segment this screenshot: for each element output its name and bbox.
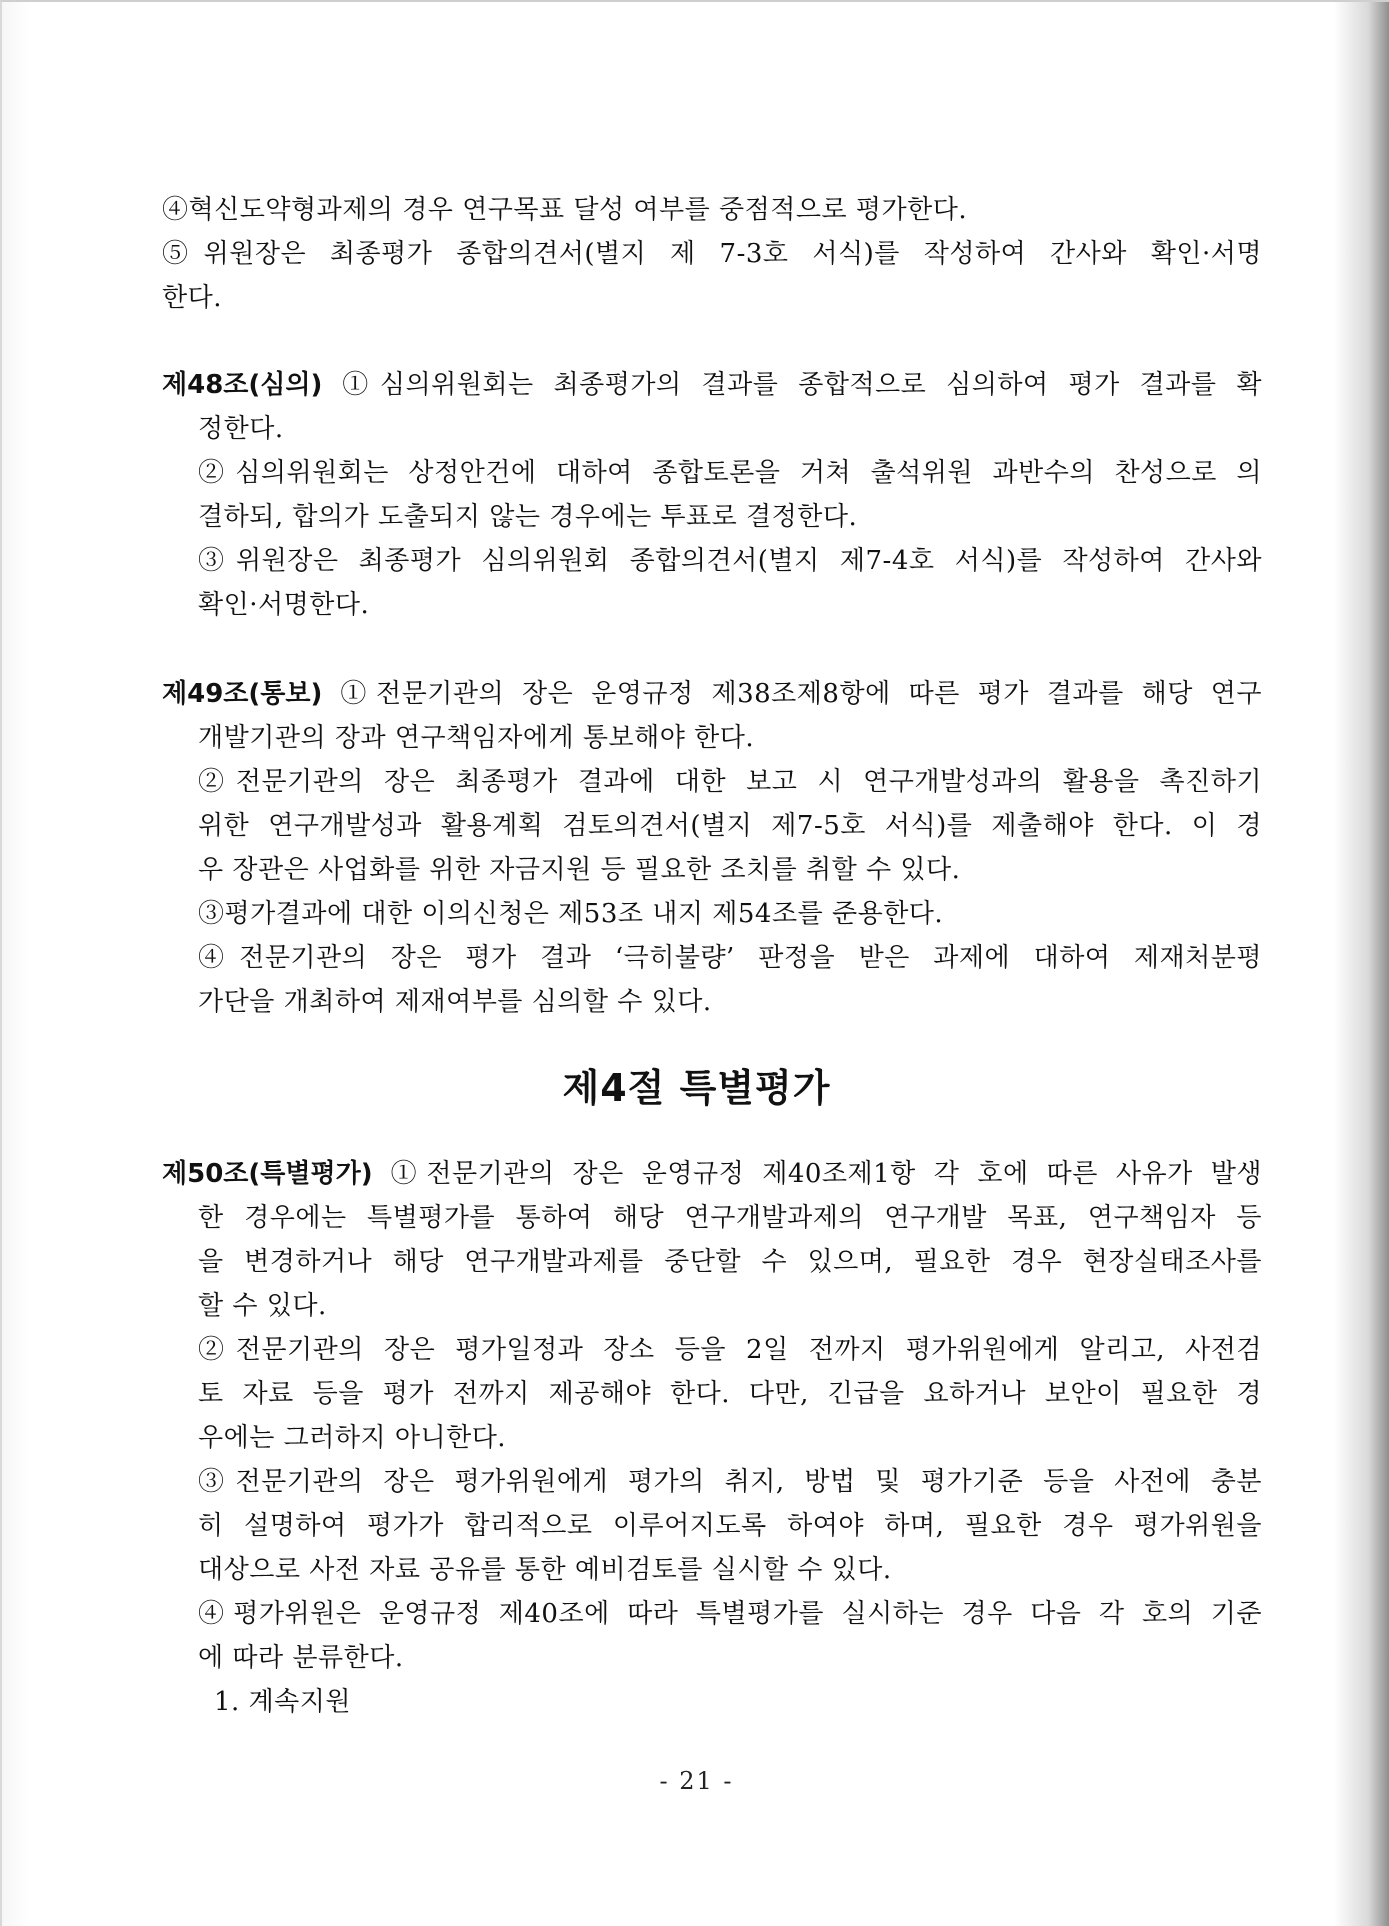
article-48	[162, 363, 1262, 627]
list-item: 1. 계속지원	[214, 1687, 352, 1717]
paragraph-line: 위한 연구개발성과 활용계획 검토의견서(별지 제7-5호 서식)를 제출해야 한다. 이 경	[198, 811, 1262, 841]
paragraph-line: 우 장관은 사업화를 위한 자금지원 등 필요한 조치를 취할 수 있다.	[198, 855, 961, 885]
paragraph-line	[162, 1152, 1262, 1196]
paragraph-line: ④전문기관의 장은 평가 결과 ‘극히불량’ 판정을 받은 과제에 대하여 제재처분평	[198, 943, 1262, 973]
paragraph-line: ③평가결과에 대한 이의신청은 제53조 내지 제54조를 준용한다.	[198, 899, 944, 929]
paragraph-line: 을 변경하거나 해당 연구개발과제를 중단할 수 있으며, 필요한 경우 현장실태조사를	[198, 1247, 1262, 1277]
paragraph-line: 정한다.	[198, 414, 284, 444]
paragraph-line: 에 따라 분류한다.	[198, 1643, 404, 1673]
paragraph-text: ①심의위원회는 최종평가의 결과를 종합적으로 심의하여 평가 결과를 확	[322, 370, 1262, 400]
article-title: 제48조(심의)	[162, 370, 323, 400]
paragraph-line: 할 수 있다.	[198, 1291, 327, 1321]
page-number: - 21 -	[659, 1767, 734, 1795]
section-title: 제4절 특별평가	[562, 1066, 831, 1110]
paragraph-text: ①전문기관의 장은 운영규정 제38조제8항에 따른 평가 결과를 해당 연구	[322, 679, 1262, 709]
paragraph-line	[162, 672, 1262, 716]
paragraph-line: ④혁신도약형과제의 경우 연구목표 달성 여부를 중점적으로 평가한다.	[162, 195, 968, 225]
paragraph-line: 개발기관의 장과 연구책임자에게 통보해야 한다.	[198, 723, 755, 753]
paragraph-line: 히 설명하여 평가가 합리적으로 이루어지도록 하여야 하며, 필요한 경우 평가위원을	[198, 1511, 1262, 1541]
paragraph-line: ⑤위원장은 최종평가 종합의견서(별지 제 7-3호 서식)를 작성하여 간사와 확인·서명	[162, 239, 1262, 269]
article-50	[162, 1152, 1262, 1724]
paragraph-line: 토 자료 등을 평가 전까지 제공해야 한다. 다만, 긴급을 요하거나 보안이 필요한 경	[198, 1379, 1262, 1409]
paragraph-line: ②전문기관의 장은 평가일정과 장소 등을 2일 전까지 평가위원에게 알리고, 사전검	[198, 1335, 1262, 1365]
article-title: 제49조(통보)	[162, 679, 323, 709]
paragraph-line: 한다.	[162, 283, 222, 313]
paragraph-line: ②전문기관의 장은 최종평가 결과에 대한 보고 시 연구개발성과의 활용을 촉진하기	[198, 767, 1262, 797]
paragraph-line	[162, 363, 1262, 407]
paragraph-line: 대상으로 사전 자료 공유를 통한 예비검토를 실시할 수 있다.	[198, 1555, 892, 1585]
article-47-tail	[162, 188, 1262, 320]
article-49	[162, 672, 1262, 1024]
paragraph-line: 우에는 그러하지 아니한다.	[198, 1423, 507, 1453]
paragraph-line: 가단을 개최하여 제재여부를 심의할 수 있다.	[198, 987, 712, 1017]
paragraph-line: ③전문기관의 장은 평가위원에게 평가의 취지, 방법 및 평가기준 등을 사전에 충분	[198, 1467, 1262, 1497]
paragraph-line: ④평가위원은 운영규정 제40조에 따라 특별평가를 실시하는 경우 다음 각 호의 기준	[198, 1599, 1262, 1629]
paragraph-text: ①전문기관의 장은 운영규정 제40조제1항 각 호에 따른 사유가 발생	[372, 1159, 1262, 1189]
paragraph-line: ②심의위원회는 상정안건에 대하여 종합토론을 거쳐 출석위원 과반수의 찬성으로 의	[198, 458, 1262, 488]
paragraph-line: 결하되, 합의가 도출되지 않는 경우에는 투표로 결정한다.	[198, 502, 858, 532]
article-title: 제50조(특별평가)	[162, 1159, 373, 1189]
paragraph-line: 한 경우에는 특별평가를 통하여 해당 연구개발과제의 연구개발 목표, 연구책임자 등	[198, 1203, 1262, 1233]
paragraph-line: 확인·서명한다.	[198, 590, 370, 620]
paragraph-line: ③위원장은 최종평가 심의위원회 종합의견서(별지 제7-4호 서식)를 작성하여 간사와	[198, 546, 1262, 576]
